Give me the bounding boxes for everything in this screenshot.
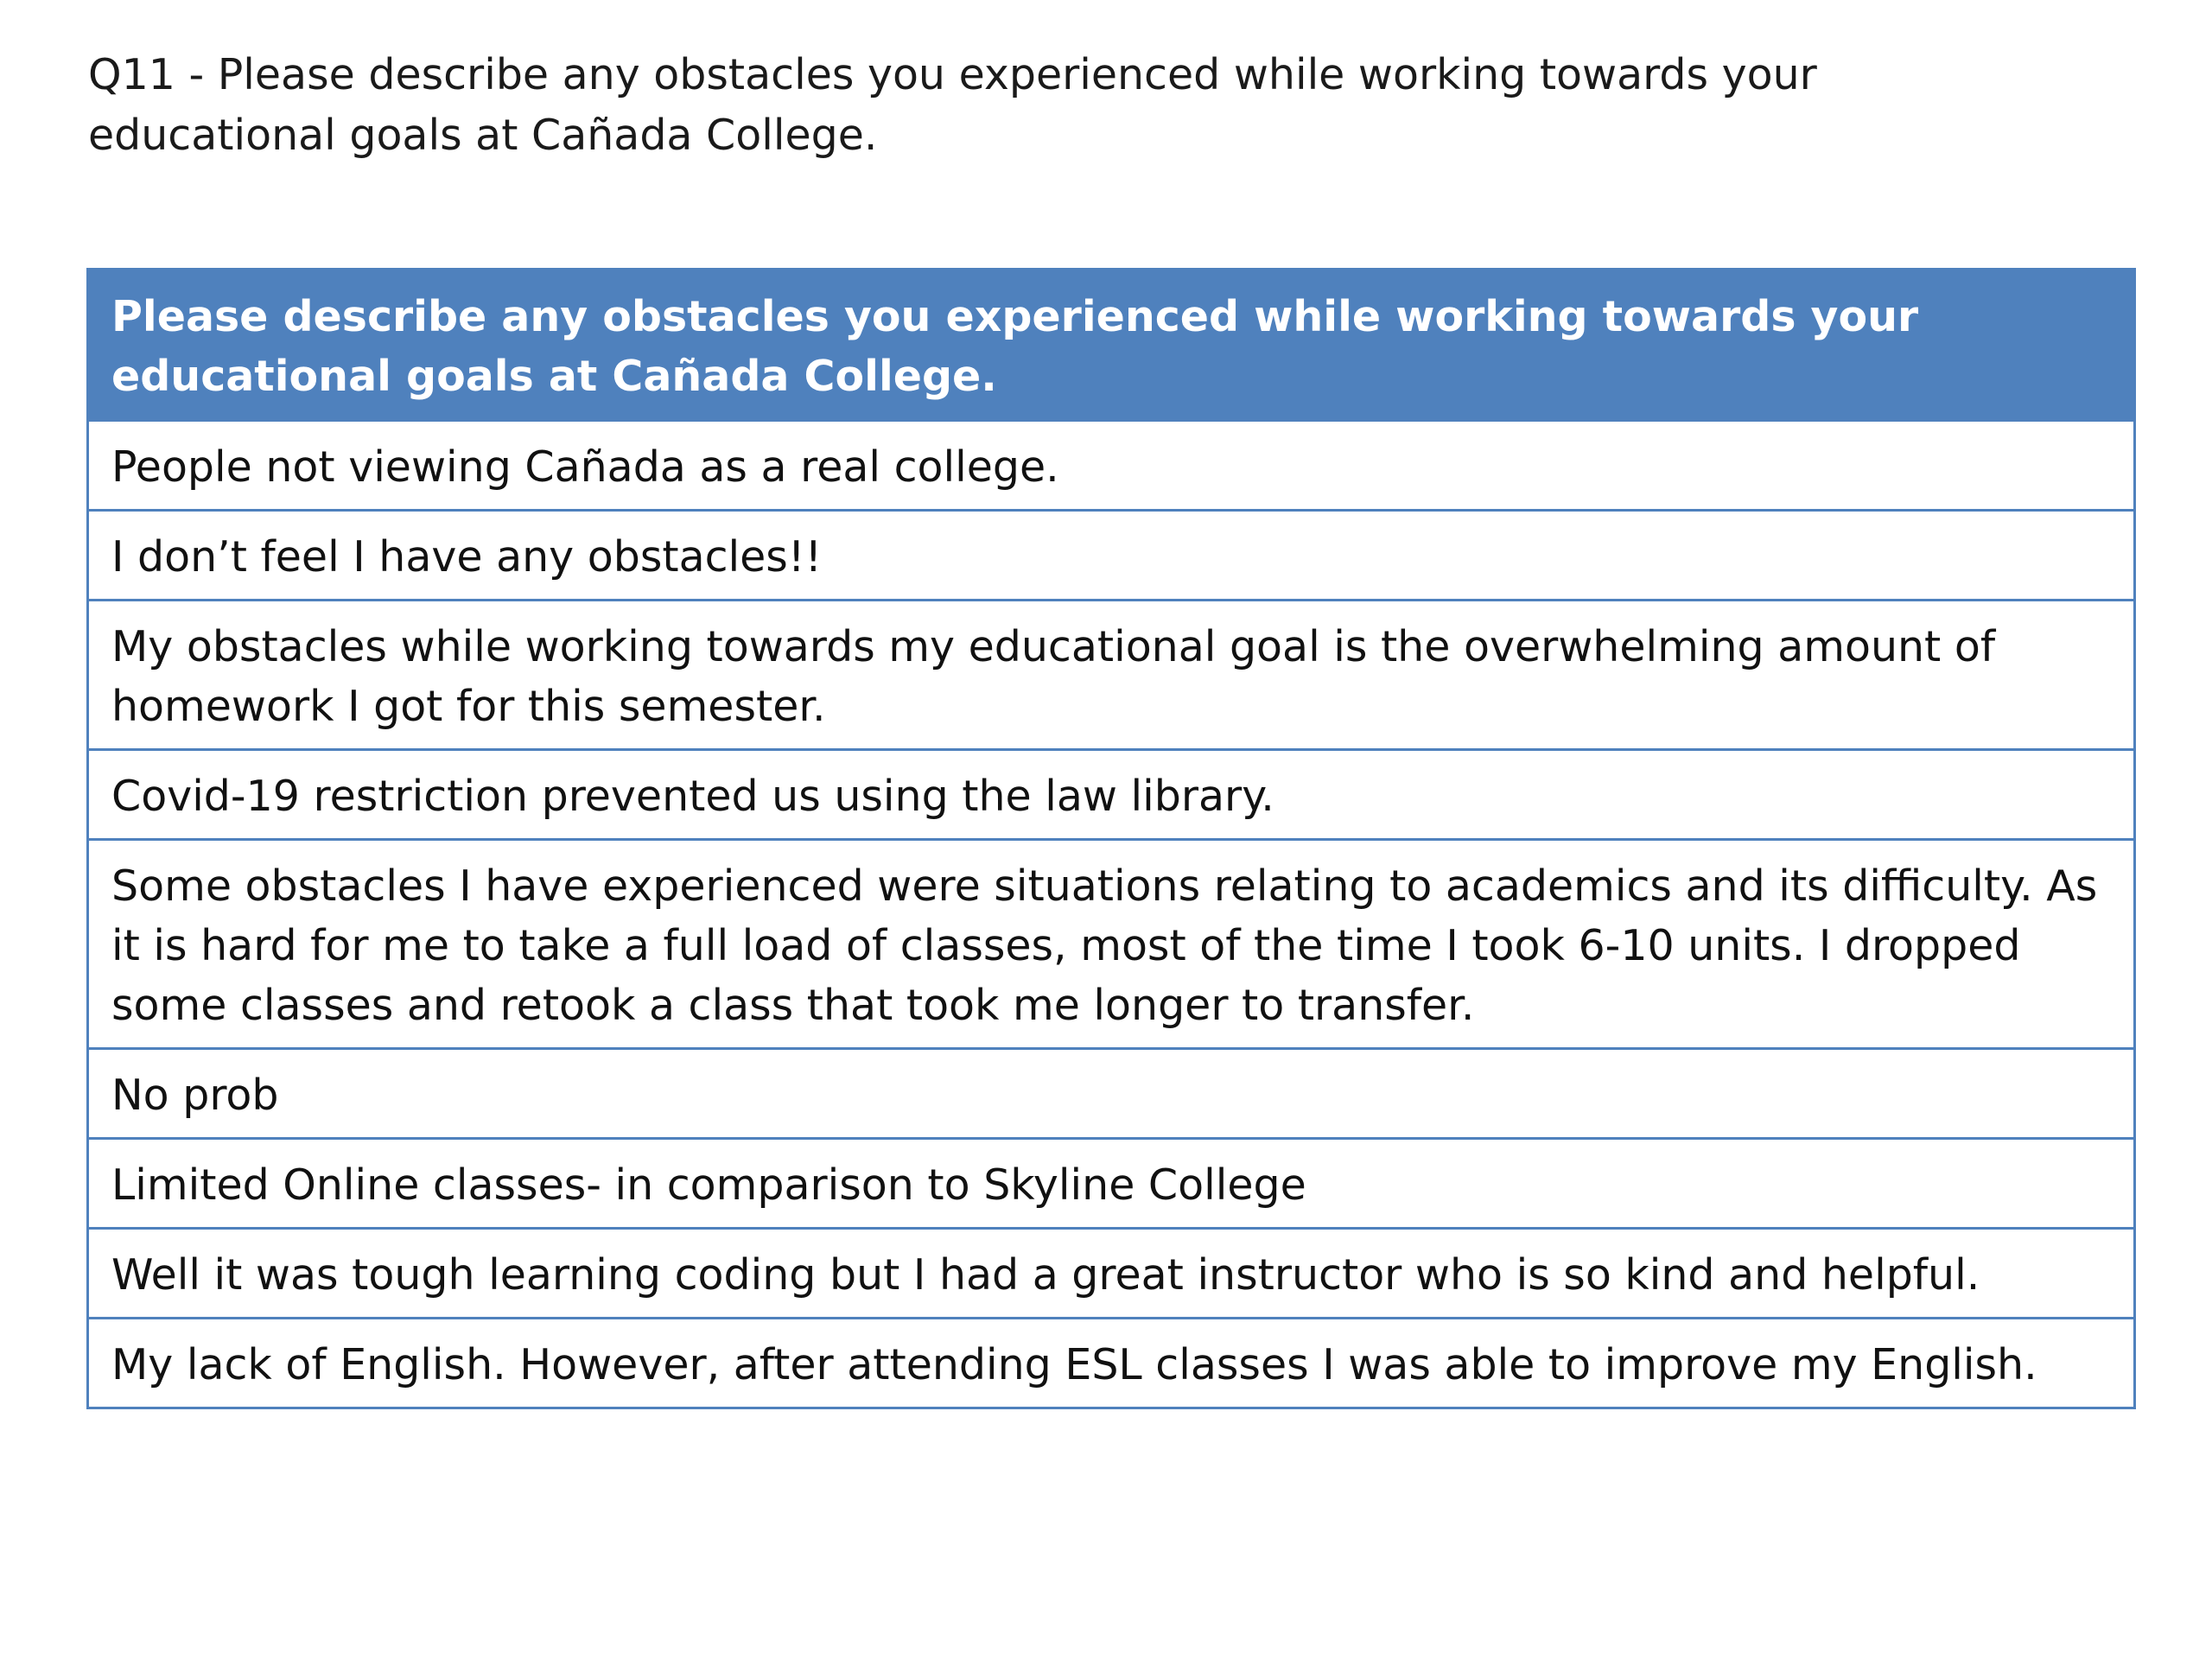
responses-table-container [86, 268, 2136, 1409]
table-row [88, 421, 2135, 511]
table-row [88, 1229, 2135, 1319]
table-row [88, 601, 2135, 750]
table-cell: People not viewing Cañada as a real college. [88, 421, 2135, 511]
table-row [88, 750, 2135, 840]
table-cell: No prob [88, 1049, 2135, 1139]
table-cell: My lack of English. However, after attending ESL classes I was able to improve my English. [88, 1319, 2135, 1408]
table-row [88, 1319, 2135, 1408]
table-header-row [88, 270, 2135, 421]
responses-table [86, 268, 2136, 1409]
table-cell: I don’t feel I have any obstacles!! [88, 511, 2135, 601]
table-cell: My obstacles while working towards my educational goal is the overwhelming amount of homework I got for this semester. [88, 601, 2135, 750]
table-row [88, 511, 2135, 601]
question-text: Q11 - Please describe any obstacles you experienced while working towards your educational goals at Cañada College. [88, 50, 1817, 160]
table-cell: Covid-19 restriction prevented us using the law library. [88, 750, 2135, 840]
table-row [88, 1139, 2135, 1229]
table-row [88, 840, 2135, 1049]
table-header: Please describe any obstacles you experienced while working towards your educational goals at Cañada College. [88, 270, 2135, 421]
table-cell: Well it was tough learning coding but I had a great instructor who is so kind and helpful. [88, 1229, 2135, 1319]
table-row [88, 1049, 2135, 1139]
table-cell: Some obstacles I have experienced were situations relating to academics and its difficulty. As it is hard for me to take a full load of classes, most of the time I took 6-10 units. I dropped some classes and retook a class that took me longer to transfer. [88, 840, 2135, 1049]
table-cell: Limited Online classes- in comparison to Skyline College [88, 1139, 2135, 1229]
